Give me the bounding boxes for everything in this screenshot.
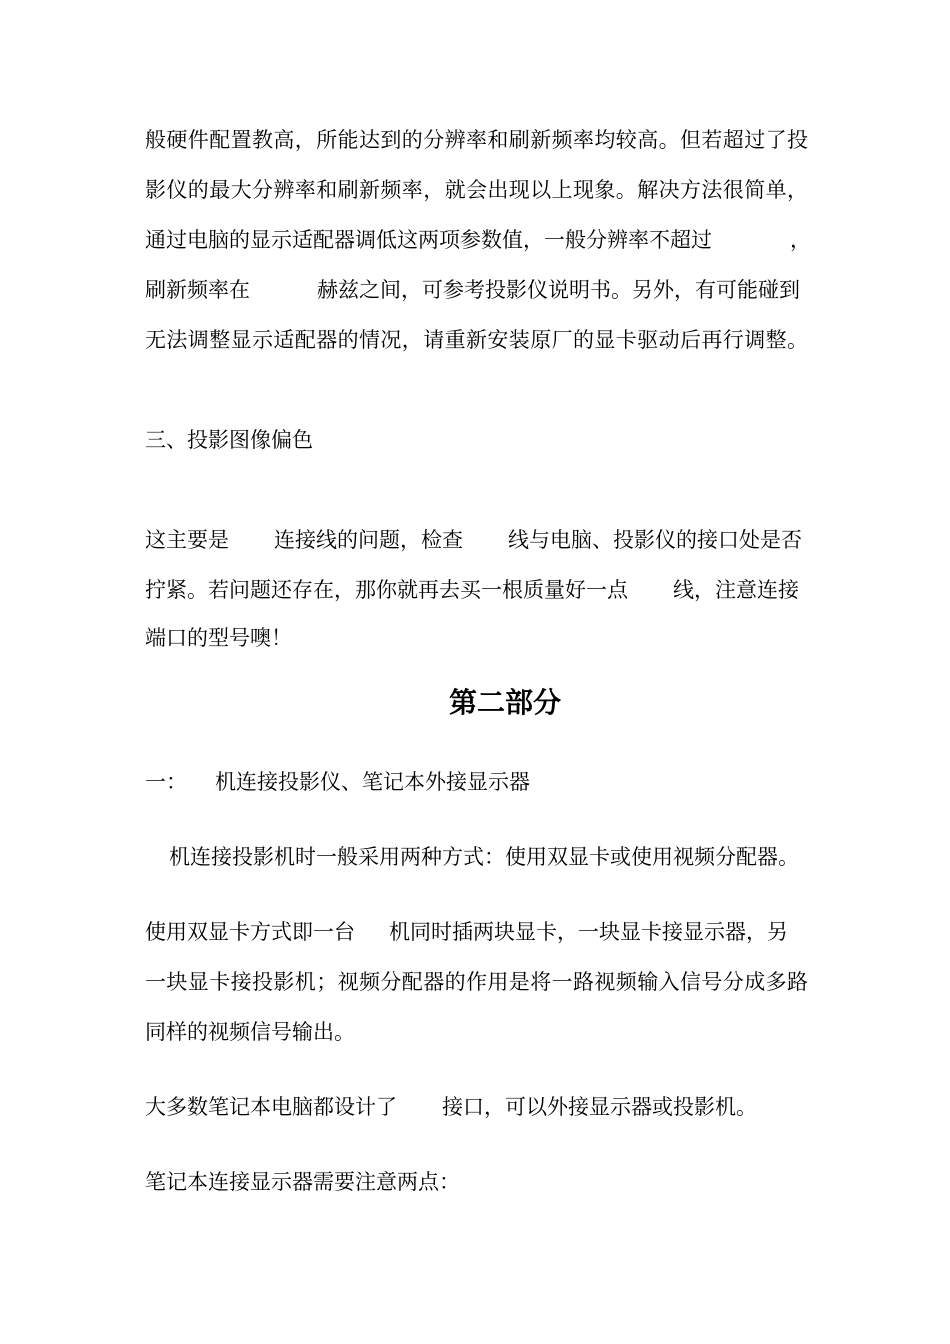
body-text-segment: 接口，可以外接显示器或投影机。	[442, 1095, 757, 1119]
page-title: 第二部分	[448, 686, 561, 719]
body-text-line	[145, 1094, 757, 1120]
body-text-line	[145, 227, 811, 253]
body-text-line	[145, 277, 800, 303]
body-text-segment: 使用双显卡方式即一台	[145, 920, 355, 944]
body-text-segment: 赫兹之间，可参考投影仪说明书。另外，有可能碰到	[317, 278, 800, 302]
body-text-segment: 连接线的问题，检查	[274, 528, 463, 552]
body-text-line: 端口的型号噢！	[145, 626, 292, 650]
body-text-line: 无法调整显示适配器的情况，请重新安装原厂的显卡驱动后再行调整。	[145, 328, 808, 352]
body-text-segment: ，	[790, 228, 811, 252]
body-text-segment: 线与电脑、投影仪的接口处是否	[508, 528, 802, 552]
body-text-segment: 机连接投影仪、笔记本外接显示器	[215, 770, 530, 794]
body-text-segment: 线，注意连接	[673, 578, 799, 602]
body-text-line	[145, 577, 799, 603]
body-text-segment: 机同时插两块显卡，一块显卡接显示器，另	[389, 920, 788, 944]
body-text-line	[145, 527, 802, 553]
body-text-segment: 这主要是	[145, 528, 229, 552]
body-text-segment: 拧紧。若问题还存在，那你就再去买一根质量好一点	[145, 578, 628, 602]
body-text-line: 笔记本连接显示器需要注意两点：	[145, 1170, 460, 1194]
body-text-line	[145, 919, 788, 945]
body-text-segment: 一：	[145, 770, 187, 794]
body-text-line: 般硬件配置教高，所能达到的分辨率和刷新频率均较高。但若超过了投	[145, 128, 808, 152]
body-text-segment: 大多数笔记本电脑都设计了	[145, 1095, 397, 1119]
body-text-line: 影仪的最大分辨率和刷新频率，就会出现以上现象。解决方法很简单，	[145, 178, 808, 202]
body-text-segment: 通过电脑的显示适配器调低这两项参数值，一般分辨率不超过	[145, 228, 712, 252]
body-text-line: 机连接投影机时一般采用两种方式：使用双显卡或使用视频分配器。	[169, 845, 799, 869]
section-heading: 三、投影图像偏色	[145, 428, 313, 452]
body-text-segment: 刷新频率在	[145, 278, 250, 302]
subsection-heading	[145, 769, 530, 795]
body-text-line: 同样的视频信号输出。	[145, 1020, 355, 1044]
body-text-line: 一块显卡接投影机；视频分配器的作用是将一路视频输入信号分成多路	[145, 970, 808, 994]
